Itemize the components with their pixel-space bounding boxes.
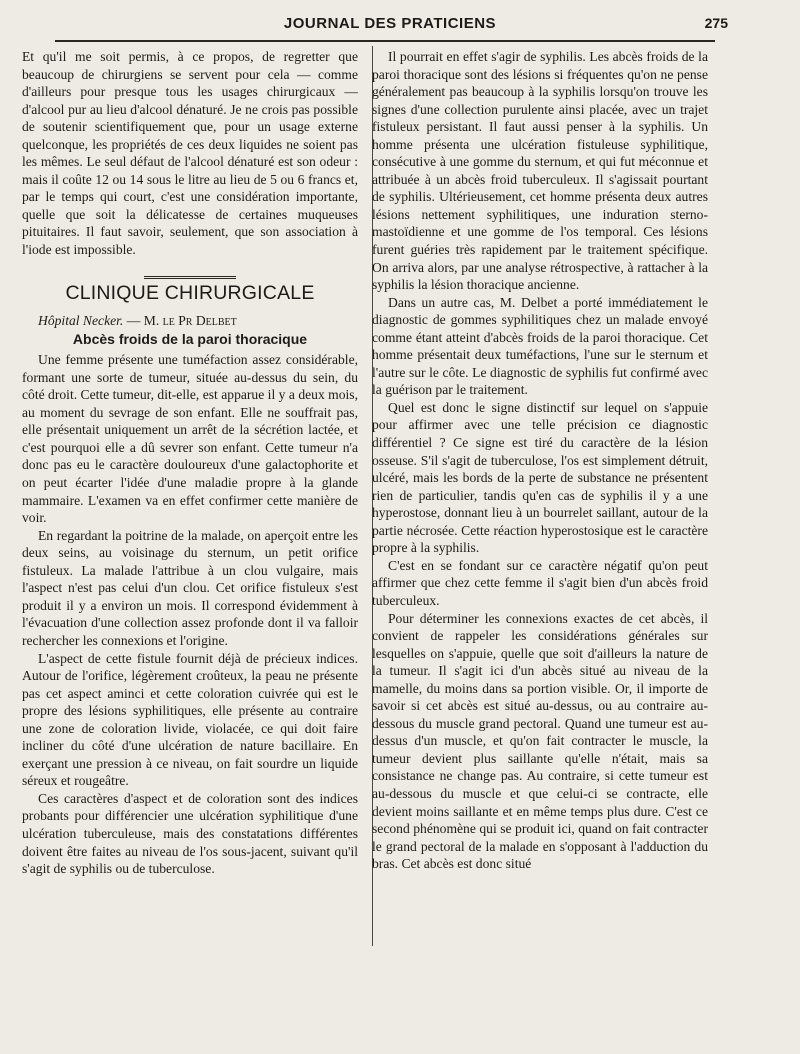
journal-title: JOURNAL DES PRATICIENS — [283, 15, 497, 32]
left-column — [22, 48, 358, 878]
byline — [22, 312, 358, 330]
left-paragraph: Ces caractères d'aspect et de coloration sont des indices probants pour différencier une ulcération syphilitique d'une ulcération tuberculeuse, mais des constatations différentes doivent être faites au niveau de l'os sous-jacent, suivant qu'il s'agit de syphilis ou de tuberculose. — [22, 790, 358, 877]
byline-hospital: Hôpital Necker. — [38, 313, 124, 329]
right-paragraph: Il pourrait en effet s'agir de syphilis. Les abcès froids de la paroi thoracique sont des lésions si fréquentes qu'on ne pense généralement pas beaucoup à la syphilis lorsqu'on trouve les signes d'une collection purulente ainsi placée, avec un trajet fistuleux persistant. Il faut aussi penser à la syphilis. Un homme présenta une ulcération fistuleuse syphilitique, consécutive à une gomme du sternum, et qui fut méconnue et attribuée à un abcès froid tuberculeux. Il s'agissait pourtant de syphilis. Ultérieusement, cet homme présenta deux autres lésions nettement syphilitiques, une induration sterno-mastoïdienne et une gomme de l'os temporal. Ces lésions furent guéries très rapidement par le traitement spécifique. On arriva alors, par une analyse rétrospective, à rattacher à la syphilis la lésion thoracique ancienne. — [372, 49, 708, 293]
running-head — [60, 15, 728, 37]
right-paragraph: Pour déterminer les connexions exactes de cet abcès, il convient de rappeler les considérations générales sur lesquelles on s'appuie, quelle que soit d'ailleurs la nature de la tumeur. Il s'agit ici d'un abcès situé au niveau de la mamelle, du moins dans sa portion visible. Or, il importe de savoir si cet abcès est situé au-dessus, ou au contraire au-dessous du muscle grand pectoral. Quand une tumeur est au-dessus d'un muscle, et qu'on fait contracter le muscle, la tumeur devient plus saillante qu'elle n'était, mais sa consistance ne change pas. Au contraire, si cette tumeur est au-dessous du muscle et que celui-ci se contracte, elle devient moins saillante et en même temps plus dure. C'est ce second phénomène qui se produit ici, quand on fait contracter le grand pectoral de la malade en s'opposant à l'adduction du bras. Cet abcès est donc situé — [372, 610, 708, 872]
article-subtitle: Abcès froids de la paroi thoracique — [72, 330, 308, 347]
left-paragraph: Une femme présente une tuméfaction assez considérable, formant une sorte de tumeur, située au-dessus du sein, du côté droit. Cette tumeur, dit-elle, est apparue il y a deux mois, au moment du sevrage de son enfant. Elle ne souffrait pas, elle présentait uniquement un arrêt de la sécrétion lactée, et c'est pourquoi elle a dû sevrer son enfant. Cette tumeur n'a donc pas eu le caractère douloureux d'une galactophorite et on peut écarter l'idée d'une maladie propre à la glande mammaire. L'examen va en effet confirmer cette manière de voir. — [22, 352, 358, 526]
right-paragraph: Dans un autre cas, M. Delbet a porté immédiatement le diagnostic de gommes syphilitiques chez un malade envoyé comme étant atteint d'abcès froids de la paroi thoracique. Cet homme présentait deux tuméfactions, l'une sur le sternum et l'autre sur le côte. Le diagnostic de syphilis fut confirmé avec la guérison par le traitement. — [372, 294, 708, 398]
right-paragraph: C'est en se fondant sur ce caractère négatif qu'on peut affirmer que chez cette femme il s'agit bien d'un abcès froid tuberculeux. — [372, 557, 708, 608]
byline-author: — M. le Pr Delbet — [126, 313, 237, 329]
right-column — [372, 48, 708, 873]
right-paragraph: Quel est donc le signe distinctif sur lequel on s'appuie pour affirmer avec une telle précision ce diagnostic différentiel ? Ce signe est tiré du caractère de la lésion osseuse. S'il s'agit de tuberculose, l'os est simplement détruit, ulcéré, mais les bords de la perte de substance ne présentent rien de particulier, tandis qu'en cas de syphilis il y a une hyperostose, donnant lieu à un bourrelet saillant, autour de la partie nécrosée. Cette réaction hyperostosique est le caractère propre à la syphilis. — [372, 399, 708, 556]
section-title: CLINIQUE CHIRURGICALE — [65, 281, 315, 304]
left-paragraph: L'aspect de cette fistule fournit déjà de précieux indices. Autour de l'orifice, légèrement croûteux, la peau ne présente pas cet aspect aminci et cette coloration cuivrée qui est le propre des lésions syphilitiques, elle présente au contraire une zone de coloration livide, violacée, ce qui doit faire incliner du côté d'une ulcération de nature bacillaire. En exerçant une pression à ce niveau, on fait sourdre un liquide séreux et rougeâtre. — [22, 650, 358, 789]
intro-paragraph: Et qu'il me soit permis, à ce propos, de regretter que beaucoup de chirurgiens se servent pour cela — comme d'ailleurs pour presque tous les usages chirurgicaux — d'alcool pur au lieu d'alcool dénaturé. Je ne crois pas possible de soutenir scientifiquement que, pour un usage externe quelconque, les propriétés de ces deux liquides ne soient pas les mêmes. Le seul défaut de l'alcool dénaturé est son odeur : mais il coûte 12 ou 14 sous le litre au lieu de 5 ou 6 francs et, par le temps qui court, c'est une considération importante, quelle que soit la délicatesse de certaines muqueuses pituitaires. Il faut savoir, seulement, que son association à l'iode est impossible. — [22, 49, 358, 258]
section-separator — [144, 276, 236, 279]
left-paragraph: En regardant la poitrine de la malade, on aperçoit entre les deux seins, au voisinage du sternum, un petit orifice fistuleux. La malade l'attribue à un clou vulgaire, mais l'aspect n'est pas celui d'un clou. Cet orifice fistuleux s'est produit il y a environ un mois. Il correspond évidemment à l'évacuation d'une collection assez profonde dont il va falloir rechercher les connexions et l'origine. — [22, 527, 358, 648]
header-rule — [55, 40, 715, 42]
page-number: 275 — [704, 15, 728, 31]
